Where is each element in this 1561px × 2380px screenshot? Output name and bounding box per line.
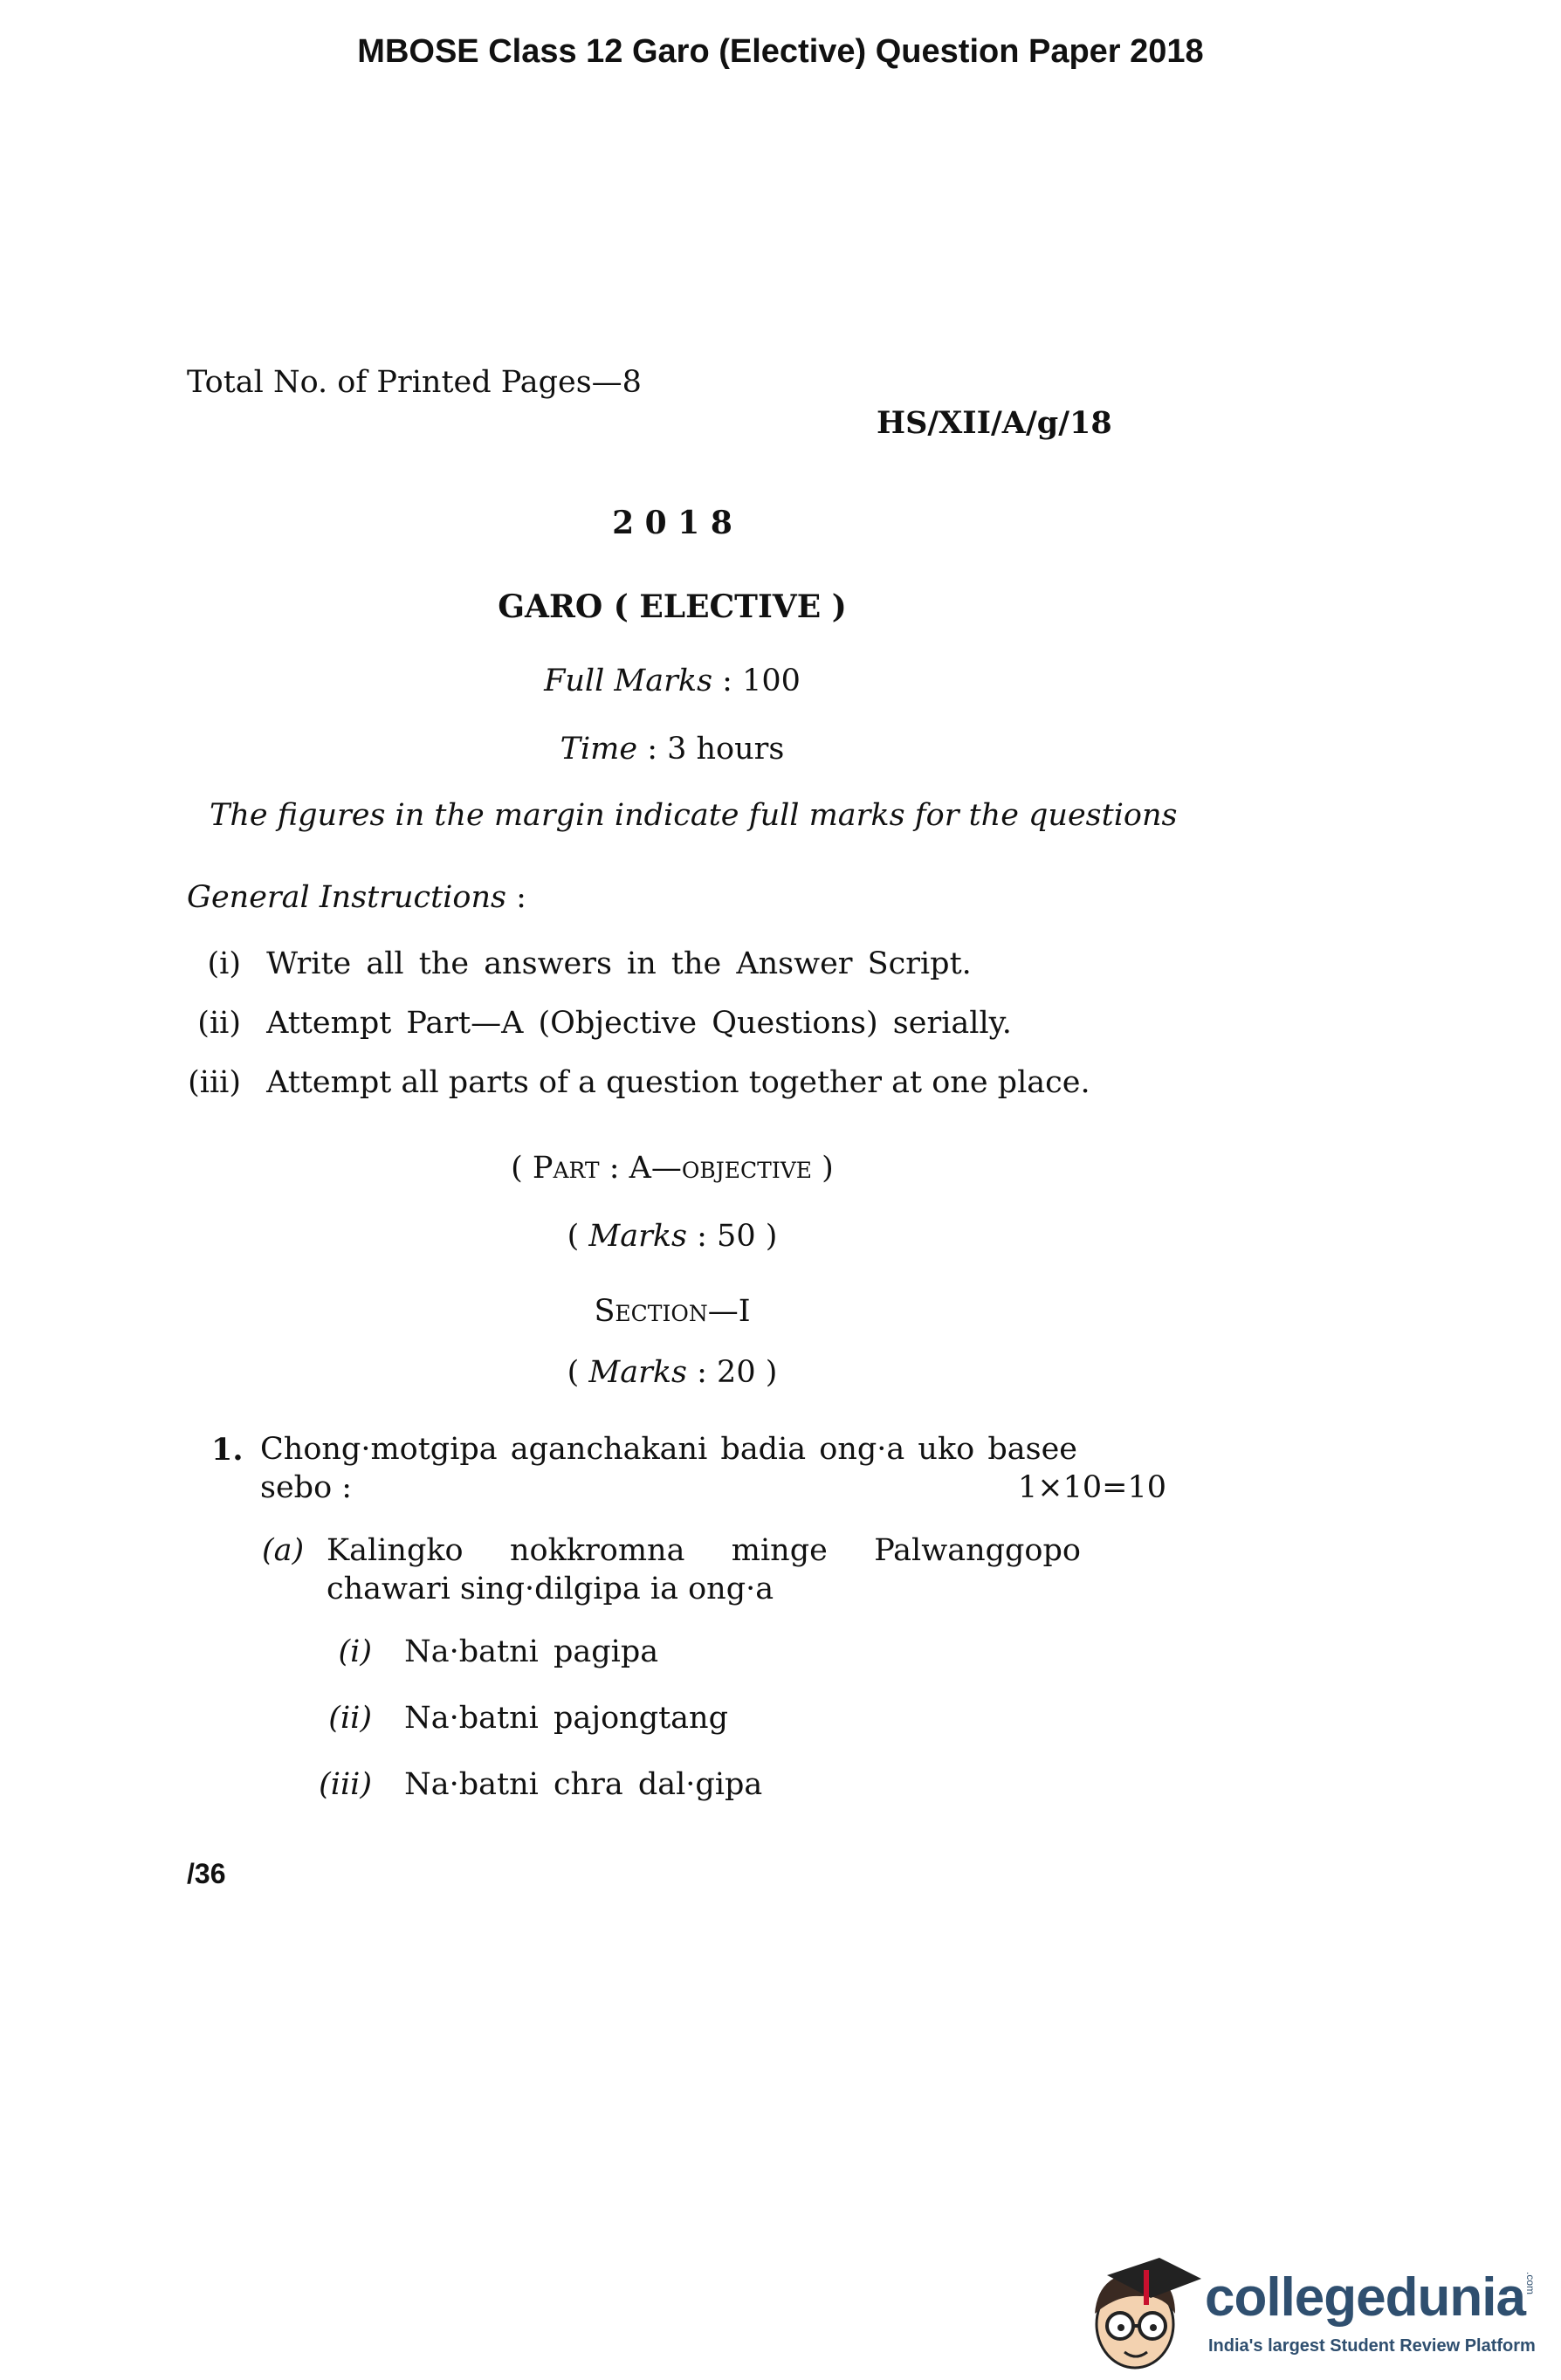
time-label: Time: [560, 732, 638, 767]
exam-time: [0, 732, 1344, 767]
collegedunia-logo: [1072, 2253, 1561, 2380]
part-a-marks: ( Marks : 50 ): [567, 1219, 778, 1254]
margin-note: The figures in the margin indicate full marks for the questions: [210, 798, 1178, 833]
page-reference: /36: [187, 1858, 226, 1889]
option-item: (iii) Na·batni chra dal·gipa: [319, 1767, 763, 1802]
page-header-title: MBOSE Class 12 Garo (Elective) Question Paper 2018: [357, 33, 1204, 70]
sub-question-line2: chawari sing·dilgipa ia ong·a: [327, 1572, 774, 1606]
paper-code: HS/XII/A/g/18: [877, 405, 1112, 441]
exam-year: 2 0 1 8: [612, 505, 732, 541]
logo-wordmark: collegedunia: [1205, 2267, 1525, 2328]
full-marks-label: Full Marks: [544, 664, 713, 698]
logo-tagline: India's largest Student Review Platform: [1208, 2336, 1536, 2356]
mascot-icon: [1072, 2253, 1203, 2380]
general-instructions-heading: General Instructions :: [187, 880, 526, 915]
printed-pages-count: Total No. of Printed Pages—8: [187, 365, 642, 400]
sub-question-line1: Kalingko nokkromna minge Palwanggopo: [327, 1533, 1081, 1568]
instruction-item: (i) Write all the answers in the Answer Script.: [207, 946, 972, 981]
full-marks-value: : 100: [712, 664, 801, 698]
section-marks: ( Marks : 20 ): [567, 1355, 778, 1390]
logo-domain: .com: [1524, 2272, 1537, 2295]
question-text-line2: sebo :: [260, 1470, 353, 1505]
full-marks: [0, 664, 1344, 698]
part-a-title: ( Part : A—objective ): [511, 1151, 834, 1186]
sub-question-label: (a): [262, 1533, 305, 1568]
instruction-item: (iii) Attempt all parts of a question together at one place.: [188, 1065, 1090, 1100]
question-text-line1: Chong·motgipa aganchakani badia ong·a uko basee: [260, 1432, 1078, 1467]
option-item: (i) Na·batni pagipa: [338, 1634, 659, 1669]
instruction-item: (ii) Attempt Part—A (Objective Questions) serially.: [197, 1006, 1012, 1041]
question-number: 1.: [211, 1432, 244, 1468]
section-title: Section—I: [594, 1294, 751, 1329]
question-marks: 1×10=10: [1018, 1470, 1166, 1505]
option-item: (ii) Na·batni pajongtang: [328, 1701, 728, 1736]
subject-title: GARO ( ELECTIVE ): [498, 588, 847, 625]
time-value: : 3 hours: [637, 732, 785, 767]
